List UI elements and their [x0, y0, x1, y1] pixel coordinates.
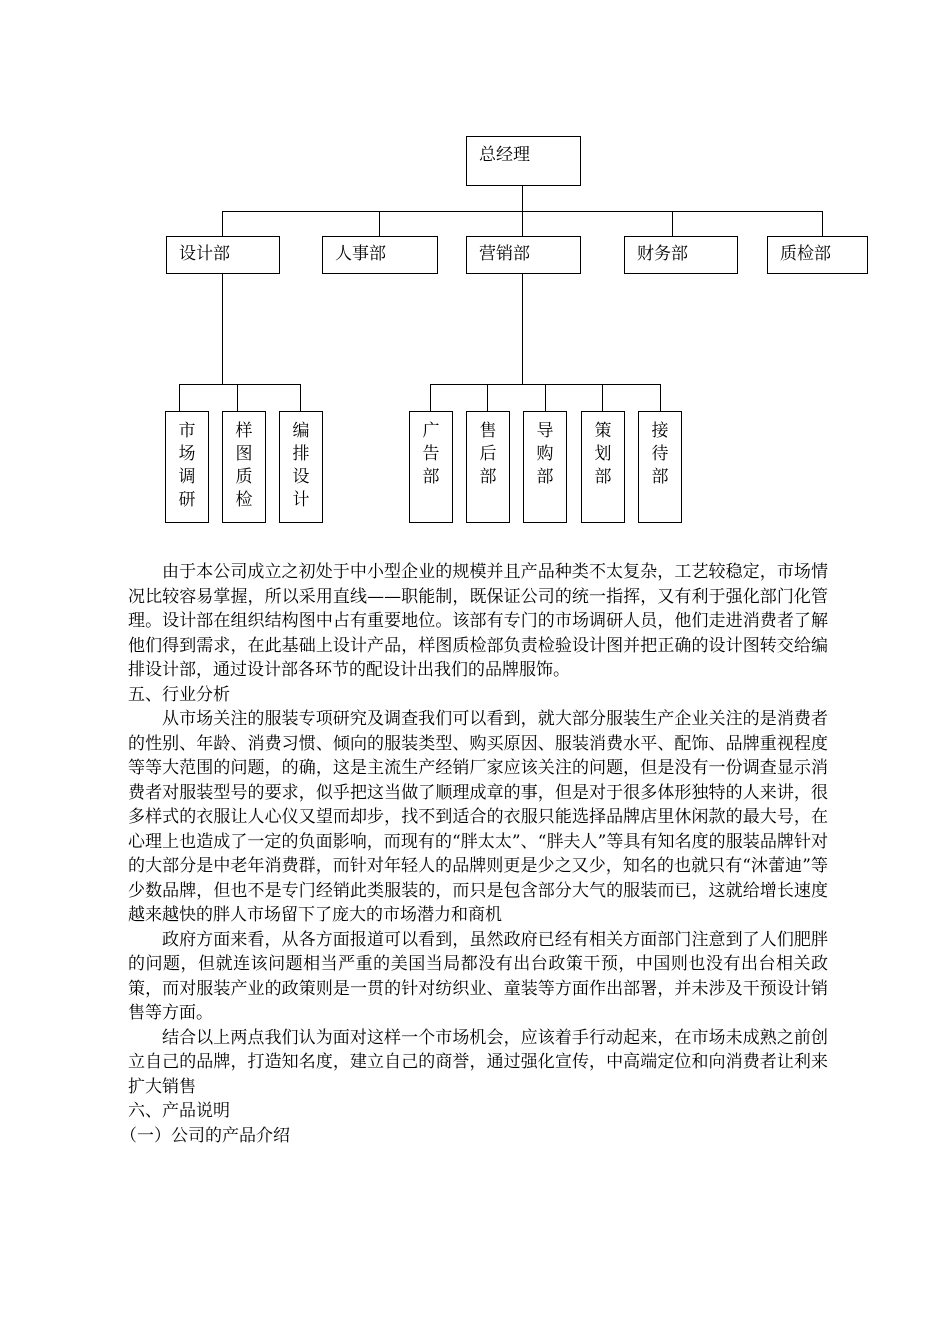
org-node-reception [638, 411, 682, 523]
connector [660, 384, 661, 411]
vertical-char: 排 [292, 444, 310, 464]
vertical-char: 部 [594, 467, 612, 487]
org-node-design-dept: 设计部 [166, 236, 280, 274]
connector [545, 384, 546, 411]
org-node-layout-design [279, 411, 323, 523]
paragraph-org-structure: 由于本公司成立之初处于中小型企业的规模并且产品种类不太复杂，工艺较稳定，市场情况比较容易掌握，所以采用直线——职能制，既保证公司的统一指挥，又有利于强化部门化管理。设计部在组织结构图中占有重要地位。该部有专门的市场调研人员，他们走进消费者了解他们得到需求，在此基础上设计产品，样图质检部负责检验设计图并把正确的设计图转交给编排设计部，通过设计部各环节的配设计出我们的品牌服饰。 [128, 562, 828, 680]
org-node-finance-dept: 财务部 [624, 236, 738, 274]
paragraph-market-analysis: 从市场关注的服装专项研究及调查我们可以看到，就大部分服装生产企业关注的是消费者的性别、年龄、消费习惯、倾向的服装类型、购买原因、服装消费水平、配饰、品牌重视程度等等大范围的问题，的确，这是主流生产经销厂家应该关注的问题，但是没有一份调查显示消费者对服装型号的要求，似乎把这当做了顺理成章的事，但是对于很多体形独特的人来讲，很多样式的衣服让人心仪又望而却步，找不到适合的衣服只能选择品牌店里休闲款的最大号，在心理上也造成了一定的负面影响，而现有的“胖太太”、“胖夫人”等具有知名度的服装品牌针对的大部分是中老年消费群，而针对年轻人的品牌则更是少之又少，知名的也就只有“沐蕾迪”等少数品牌，但也不是专门经销此类服装的，而只是包含部分大气的服装而已，这就给增长速度越来越快的胖人市场留下了庞大的市场潜力和商机 [128, 709, 828, 925]
connector [237, 384, 238, 411]
connector [672, 211, 673, 236]
vertical-char: 广 [422, 421, 440, 441]
vertical-char: 场 [178, 444, 196, 464]
section-heading-industry-analysis: 五、行业分析 [128, 684, 230, 705]
paragraph-government-policy: 政府方面来看，从各方面报道可以看到，虽然政府已经有相关方面部门注意到了人们肥胖的问题，但就连该问题相当严重的美国当局都没有出台政策干预，中国则也没有出台相关政策，而对服装产业的政策则是一贯的针对纺织业、童装等方面作出部署，并未涉及干预设计销售等方面。 [128, 929, 828, 1023]
connector [379, 211, 380, 236]
org-node-planning [581, 411, 625, 523]
vertical-char: 研 [178, 490, 196, 510]
connector [179, 384, 301, 385]
org-node-after-sales [466, 411, 510, 523]
vertical-char: 设 [292, 467, 310, 487]
org-node-hr-dept: 人事部 [322, 236, 438, 274]
vertical-char: 部 [422, 467, 440, 487]
vertical-char: 市 [178, 421, 196, 441]
vertical-char: 计 [292, 490, 310, 510]
org-node-market-research [165, 411, 209, 523]
connector [522, 186, 523, 211]
connector [487, 384, 488, 411]
connector [602, 384, 603, 411]
vertical-char: 部 [479, 467, 497, 487]
vertical-char: 划 [594, 444, 612, 464]
vertical-char: 策 [594, 421, 612, 441]
vertical-char: 部 [536, 467, 554, 487]
vertical-char: 售 [479, 421, 497, 441]
document-body [120, 560, 828, 1148]
connector [179, 384, 180, 411]
vertical-char: 图 [235, 444, 253, 464]
vertical-char: 后 [479, 444, 497, 464]
connector [300, 384, 301, 411]
org-node-shopping-guide [523, 411, 567, 523]
org-node-advertising [409, 411, 453, 523]
vertical-char: 接 [651, 421, 669, 441]
vertical-char: 检 [235, 490, 253, 510]
org-node-marketing-dept: 营销部 [466, 236, 581, 274]
vertical-char: 质 [235, 467, 253, 487]
org-node-sample-qc [222, 411, 266, 523]
connector [222, 211, 223, 236]
vertical-char: 部 [651, 467, 669, 487]
vertical-char: 编 [292, 421, 310, 441]
connector [430, 384, 431, 411]
connector [222, 274, 223, 384]
vertical-char: 待 [651, 444, 669, 464]
vertical-char: 购 [536, 444, 554, 464]
org-node-general-manager: 总经理 [466, 136, 581, 186]
vertical-char: 导 [536, 421, 554, 441]
org-node-qc-dept: 质检部 [767, 236, 868, 274]
connector [522, 211, 523, 236]
subsection-heading-product-intro: （一）公司的产品介绍 [120, 1125, 290, 1146]
connector [822, 211, 823, 236]
section-heading-product-description: 六、产品说明 [128, 1101, 230, 1121]
connector [522, 274, 523, 384]
vertical-char: 样 [235, 421, 253, 441]
vertical-char: 调 [178, 467, 196, 487]
paragraph-conclusion: 结合以上两点我们认为面对这样一个市场机会，应该着手行动起来，在市场未成熟之前创立自己的品牌，打造知名度，建立自己的商誉，通过强化宣传，中高端定位和向消费者让利来扩大销售 [128, 1027, 828, 1097]
vertical-char: 告 [422, 444, 440, 464]
